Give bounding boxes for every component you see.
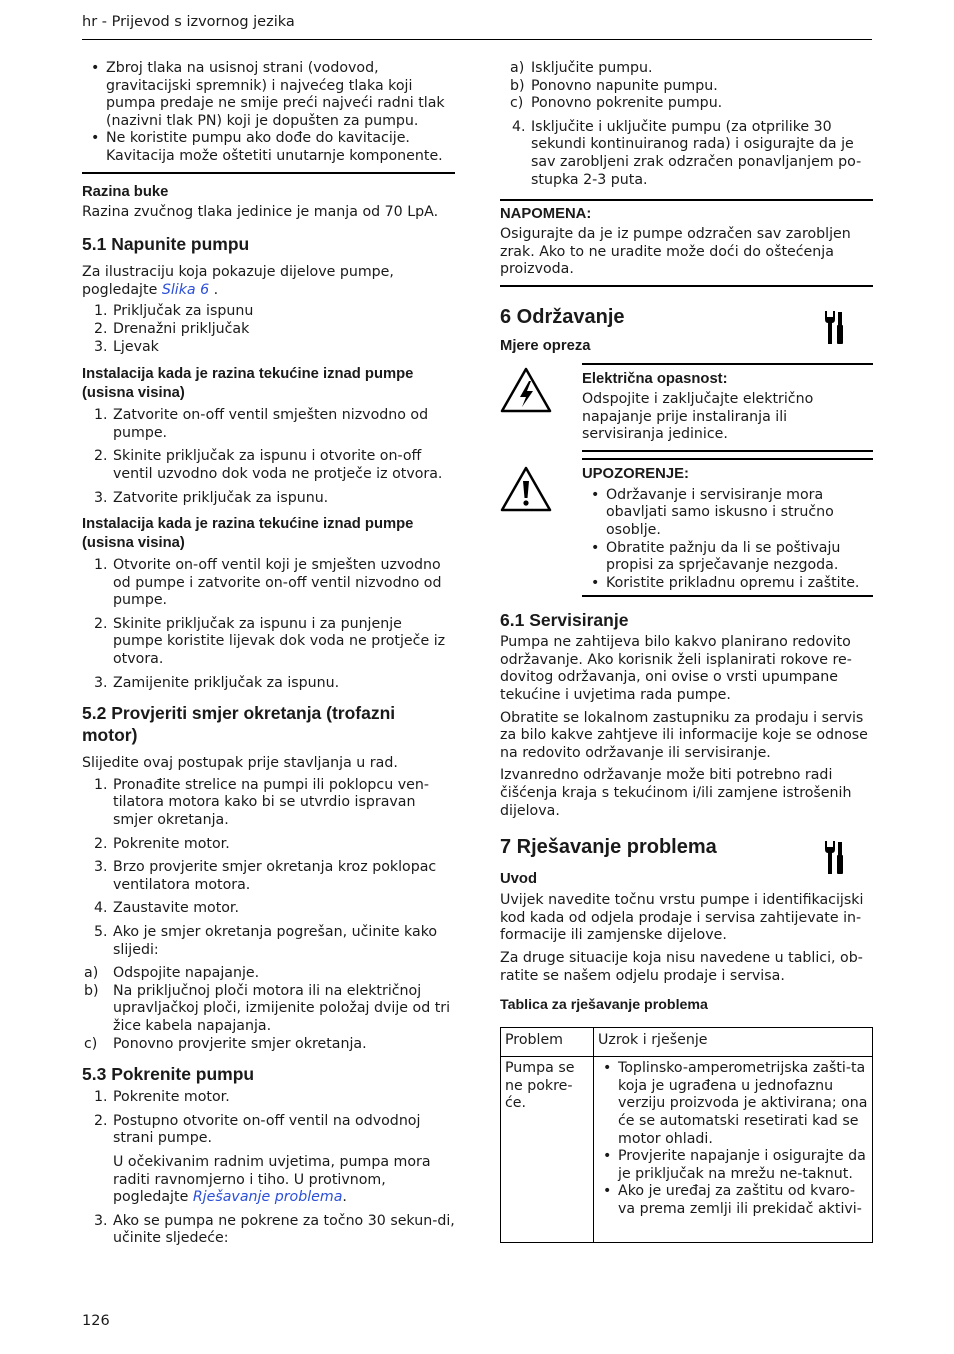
- list-item: [82, 1213, 455, 1248]
- installation-heading-2: Instalacija kada je razina tekućine iznad pumpe (usisna visina): [82, 516, 414, 552]
- electrical-hazard-icon: [500, 367, 552, 413]
- list-item: [82, 60, 455, 130]
- list-item: [594, 1060, 868, 1148]
- list-item: [594, 1183, 868, 1218]
- item-text: Ponovno pokrenite pumpu.: [531, 95, 723, 112]
- list-item: [82, 339, 455, 357]
- bullet-text: Toplinsko-amperometrijska zašti-ta koja je ugrađena u jednofaznu verziju proizvoda je aktivirana; ona će se automatski resetirati kad se motor ohladi.: [618, 1060, 868, 1147]
- item-text: Na priključnoj ploči motora ili na električnoj upravljačkoj ploči, izmijenite položaj dvije od tri žice kabela napajanja.: [113, 982, 451, 1034]
- item-text: Pokrenite motor.: [113, 1089, 230, 1106]
- item-text: Zatvorite on-off ventil smješten nizvodno od pumpe.: [113, 407, 429, 441]
- list-item: [582, 540, 873, 575]
- bullet-text: Koristite prikladnu opremu i zaštite.: [606, 574, 860, 591]
- divider: [500, 285, 873, 287]
- intro-heading: Uvod: [500, 871, 537, 888]
- section-7-header: [500, 835, 873, 861]
- table-cell-causes: [594, 1057, 873, 1243]
- warning-heading: UPOZORENJE:: [582, 465, 689, 482]
- table-title: Tablica za rješavanje problema: [500, 997, 708, 1014]
- electrical-danger-block: [500, 363, 873, 452]
- item-number: 4.: [512, 118, 526, 135]
- noise-text: Razina zvučnog tlaka jedinice je manja od 70 LpA.: [82, 203, 439, 220]
- item-text: Ponovno provjerite smjer okretanja.: [113, 1035, 367, 1052]
- item-text: Isključite pumpu.: [531, 60, 653, 76]
- list-item: [82, 924, 455, 959]
- electrical-danger-heading: Električna opasnost:: [582, 370, 728, 387]
- item-text: Ponovno napunite pumpu.: [531, 77, 718, 94]
- item-text: Odspojite napajanje.: [113, 965, 260, 982]
- item-number: 2.: [94, 1112, 108, 1129]
- list-item: [500, 78, 873, 96]
- warning-block: [500, 458, 873, 598]
- item-letter: a): [84, 965, 99, 982]
- item-number: 1.: [94, 407, 108, 424]
- item-text: Brzo provjerite smjer okretanja kroz poklopac ventilatora motora.: [113, 859, 437, 893]
- item-text: Ako je smjer okretanja pogrešan, učinite kako slijedi:: [113, 924, 438, 958]
- item-number: 5.: [94, 924, 108, 940]
- list-item: [582, 575, 873, 593]
- bullet-text: Održavanje i servisiranje mora obavljati samo iskusno i stručno osoblje.: [606, 486, 834, 538]
- electrical-danger-text: Odspojite i zaključajte električno napajanje prije instaliranja ili servisiranja jedinice.: [582, 390, 814, 443]
- bullet-text: Ne koristite pumpu ako dođe do kavitacije. Kavitacija može oštetiti unutarnje komponente.: [106, 130, 443, 164]
- page-header: [82, 14, 872, 40]
- item-text: Ljevak: [113, 338, 159, 355]
- left-column: [82, 60, 455, 1248]
- list-item: [500, 60, 873, 78]
- list-item: [82, 965, 455, 983]
- item-number: 1.: [94, 1089, 108, 1106]
- section-6-header: [500, 305, 873, 331]
- page-number: 126: [82, 1313, 110, 1329]
- item-number: 3.: [94, 674, 108, 691]
- divider: [82, 172, 455, 174]
- divider: [582, 458, 873, 460]
- item-number: 3.: [94, 1212, 108, 1229]
- list-item: [82, 321, 455, 339]
- item-number: 2.: [94, 320, 108, 337]
- list-item: [82, 983, 455, 1036]
- bullet-text: Zbroj tlaka na usisnoj strani (vodovod, gravitacijski spremnik) i najvećeg tlaka koji pumpa predaje ne smije preći najveći radni tlak (nazivni tlak PN) koji je dopušten za pumpu.: [106, 60, 445, 129]
- list-item: [82, 836, 455, 854]
- list-item: [82, 616, 455, 669]
- item-number: 4.: [94, 900, 108, 917]
- section-6-1-heading: 6.1 Servisiranje: [500, 610, 629, 631]
- list-item: [82, 557, 455, 610]
- list-item: [82, 1113, 455, 1207]
- section-5-2-heading: 5.2 Provjeriti smjer okretanja (trofazni motor): [82, 703, 396, 746]
- figure-link[interactable]: Slika 6: [161, 281, 210, 298]
- item-number: 3.: [94, 338, 108, 355]
- list-item: [500, 95, 873, 113]
- item-text: Zatvorite priključak za ispunu.: [113, 489, 329, 506]
- warning-icon: [500, 466, 552, 512]
- punct: .: [342, 1189, 347, 1206]
- item-text: Zamijenite priključak za ispunu.: [113, 674, 340, 691]
- paragraph: Uvijek navedite točnu vrstu pumpe i identifikacijski kod kada od odjela prodaje i servisa zahtijevate in-formacije ili zamjenske dijelove.: [500, 892, 864, 944]
- list-item: [82, 1036, 455, 1054]
- item-letter: c): [84, 1035, 98, 1052]
- item-number: 1.: [94, 303, 108, 320]
- troubleshooting-link[interactable]: Rješavanje problema: [192, 1189, 343, 1206]
- list-item: [82, 130, 455, 165]
- column-header: Uzrok i rješenje: [594, 1028, 873, 1057]
- divider: [500, 199, 873, 201]
- item-letter: a): [510, 60, 525, 76]
- bullet-text: Ako je uređaj za zaštitu od kvaro-va prema zemlji ili prekidač aktivi-: [618, 1183, 862, 1217]
- item-number: 2.: [94, 448, 108, 465]
- paragraph: Izvanredno održavanje može biti potrebno radi čišćenja kraja s tekućinom i/ili zamjene istrošenih dijelova.: [500, 767, 852, 819]
- paragraph: Za druge situacije koja nisu navedene u tablici, ob-ratite se našem odjelu prodaje i servisa.: [500, 950, 863, 984]
- header-text: hr - Prijevod s izvornog jezika: [82, 14, 295, 30]
- note-text: U očekivanim radnim uvjetima, pumpa mora raditi ravnomjerno i tiho. U protivnom, pogledajte: [113, 1153, 431, 1206]
- item-text: Priključak za ispunu: [113, 303, 254, 320]
- item-text: Pokrenite motor.: [113, 835, 230, 852]
- list-item: [82, 448, 455, 483]
- tools-icon: [823, 839, 847, 877]
- item-text: Zaustavite motor.: [113, 900, 239, 917]
- list-item: [82, 407, 455, 442]
- item-number: 2.: [94, 835, 108, 852]
- item-letter: c): [510, 95, 524, 112]
- installation-heading-1: Instalacija kada je razina tekućine iznad pumpe (usisna visina): [82, 366, 414, 402]
- troubleshooting-table: [500, 1027, 873, 1243]
- list-item: [82, 675, 455, 693]
- section-5-2-intro: Slijedite ovaj postupak prije stavljanja u rad.: [82, 755, 398, 772]
- section-6-heading: 6 Održavanje: [500, 305, 625, 328]
- item-text: Ako se pumpa ne pokrene za točno 30 sekun-di, učinite sljedeće:: [113, 1212, 455, 1247]
- list-item: [582, 487, 873, 540]
- item-text: Pronađite strelice na pumpi ili poklopcu ven-tilatora motora kako bi se utvrdio ispravan smjer okretanja.: [113, 776, 429, 829]
- intro-text: Za ilustraciju koja pokazuje dijelove pumpe, pogledajte: [82, 264, 394, 298]
- step-note: [113, 1154, 455, 1207]
- item-letter: b): [84, 982, 99, 999]
- section-5-3-heading: 5.3 Pokrenite pumpu: [82, 1064, 255, 1085]
- tools-icon: [823, 309, 847, 347]
- list-item: [82, 859, 455, 894]
- note-text: Osigurajte da je iz pumpe odzračen sav zarobljen zrak. Ako to ne uradite može doći do oštećenja proizvoda.: [500, 226, 851, 278]
- table-header-row: [501, 1028, 873, 1057]
- list-item: [82, 777, 455, 830]
- table-row: [501, 1057, 873, 1243]
- section-5-1-heading: 5.1 Napunite pumpu: [82, 234, 250, 255]
- item-text: Isključite i uključite pumpu (za otprilike 30 sekundi kontinuiranog rada) i osigurajte da je sav zarobljeni zrak odzračen ponavljanjem po-stupka 2-3 puta.: [531, 118, 862, 188]
- paragraph: Pumpa ne zahtijeva bilo kakvo planirano redovito održavanje. Ako korisnik želi isplanirati rokove re-dovitog održavanja, oni ovise o vrsti upumpane tekućine i uvjetima rada pumpe.: [500, 634, 852, 704]
- table-cell-problem: Pumpa se ne pokre-će.: [501, 1057, 594, 1243]
- precautions-heading: Mjere opreza: [500, 337, 591, 354]
- section-7-heading: 7 Rješavanje problema: [500, 836, 717, 859]
- item-number: 1.: [94, 557, 108, 574]
- list-item: [82, 1089, 455, 1107]
- item-text: Otvorite on-off ventil koji je smješten uzvodno od pumpe i zatvorite on-off ventil nizvodno od pumpe.: [113, 557, 442, 609]
- item-number: 2.: [94, 615, 108, 632]
- note-heading: NAPOMENA:: [500, 206, 592, 223]
- punct: .: [209, 281, 219, 298]
- divider: [582, 595, 873, 597]
- item-text: Skinite priključak za ispunu i za punjenje pumpe koristite lijevak dok voda ne protječe iz otvora.: [113, 615, 446, 668]
- item-number: 3.: [94, 859, 108, 876]
- item-text: Postupno otvorite on-off ventil na odvodnoj strani pumpe.: [113, 1112, 421, 1147]
- item-number: 1.: [94, 776, 108, 793]
- list-item: [82, 900, 455, 918]
- list-item: [500, 119, 873, 189]
- item-text: Skinite priključak za ispunu i otvorite on-off ventil uzvodno dok voda ne protječe iz otvora.: [113, 448, 443, 482]
- section-5-1-intro: [82, 264, 455, 299]
- divider: [582, 363, 873, 365]
- bullet-text: Obratite pažnju da li se poštivaju propisi za sprječavanje nezgoda.: [606, 539, 841, 574]
- item-number: 3.: [94, 489, 108, 506]
- list-item: [594, 1148, 868, 1183]
- divider: [582, 450, 873, 452]
- right-column: [500, 60, 873, 1243]
- list-item: [82, 303, 455, 321]
- list-item: [82, 490, 455, 508]
- noise-heading: Razina buke: [82, 183, 169, 200]
- paragraph: Obratite se lokalnom zastupniku za prodaju i servis za bilo kakve zahtjeve ili informacije koje se odnose na redovito održavanje ili servisiranje.: [500, 709, 868, 761]
- item-letter: b): [510, 77, 525, 94]
- item-text: Drenažni priključak: [113, 320, 250, 337]
- column-header: Problem: [501, 1028, 594, 1057]
- bullet-text: Provjerite napajanje i osigurajte da je priključak na mrežu ne-taknut.: [618, 1148, 866, 1182]
